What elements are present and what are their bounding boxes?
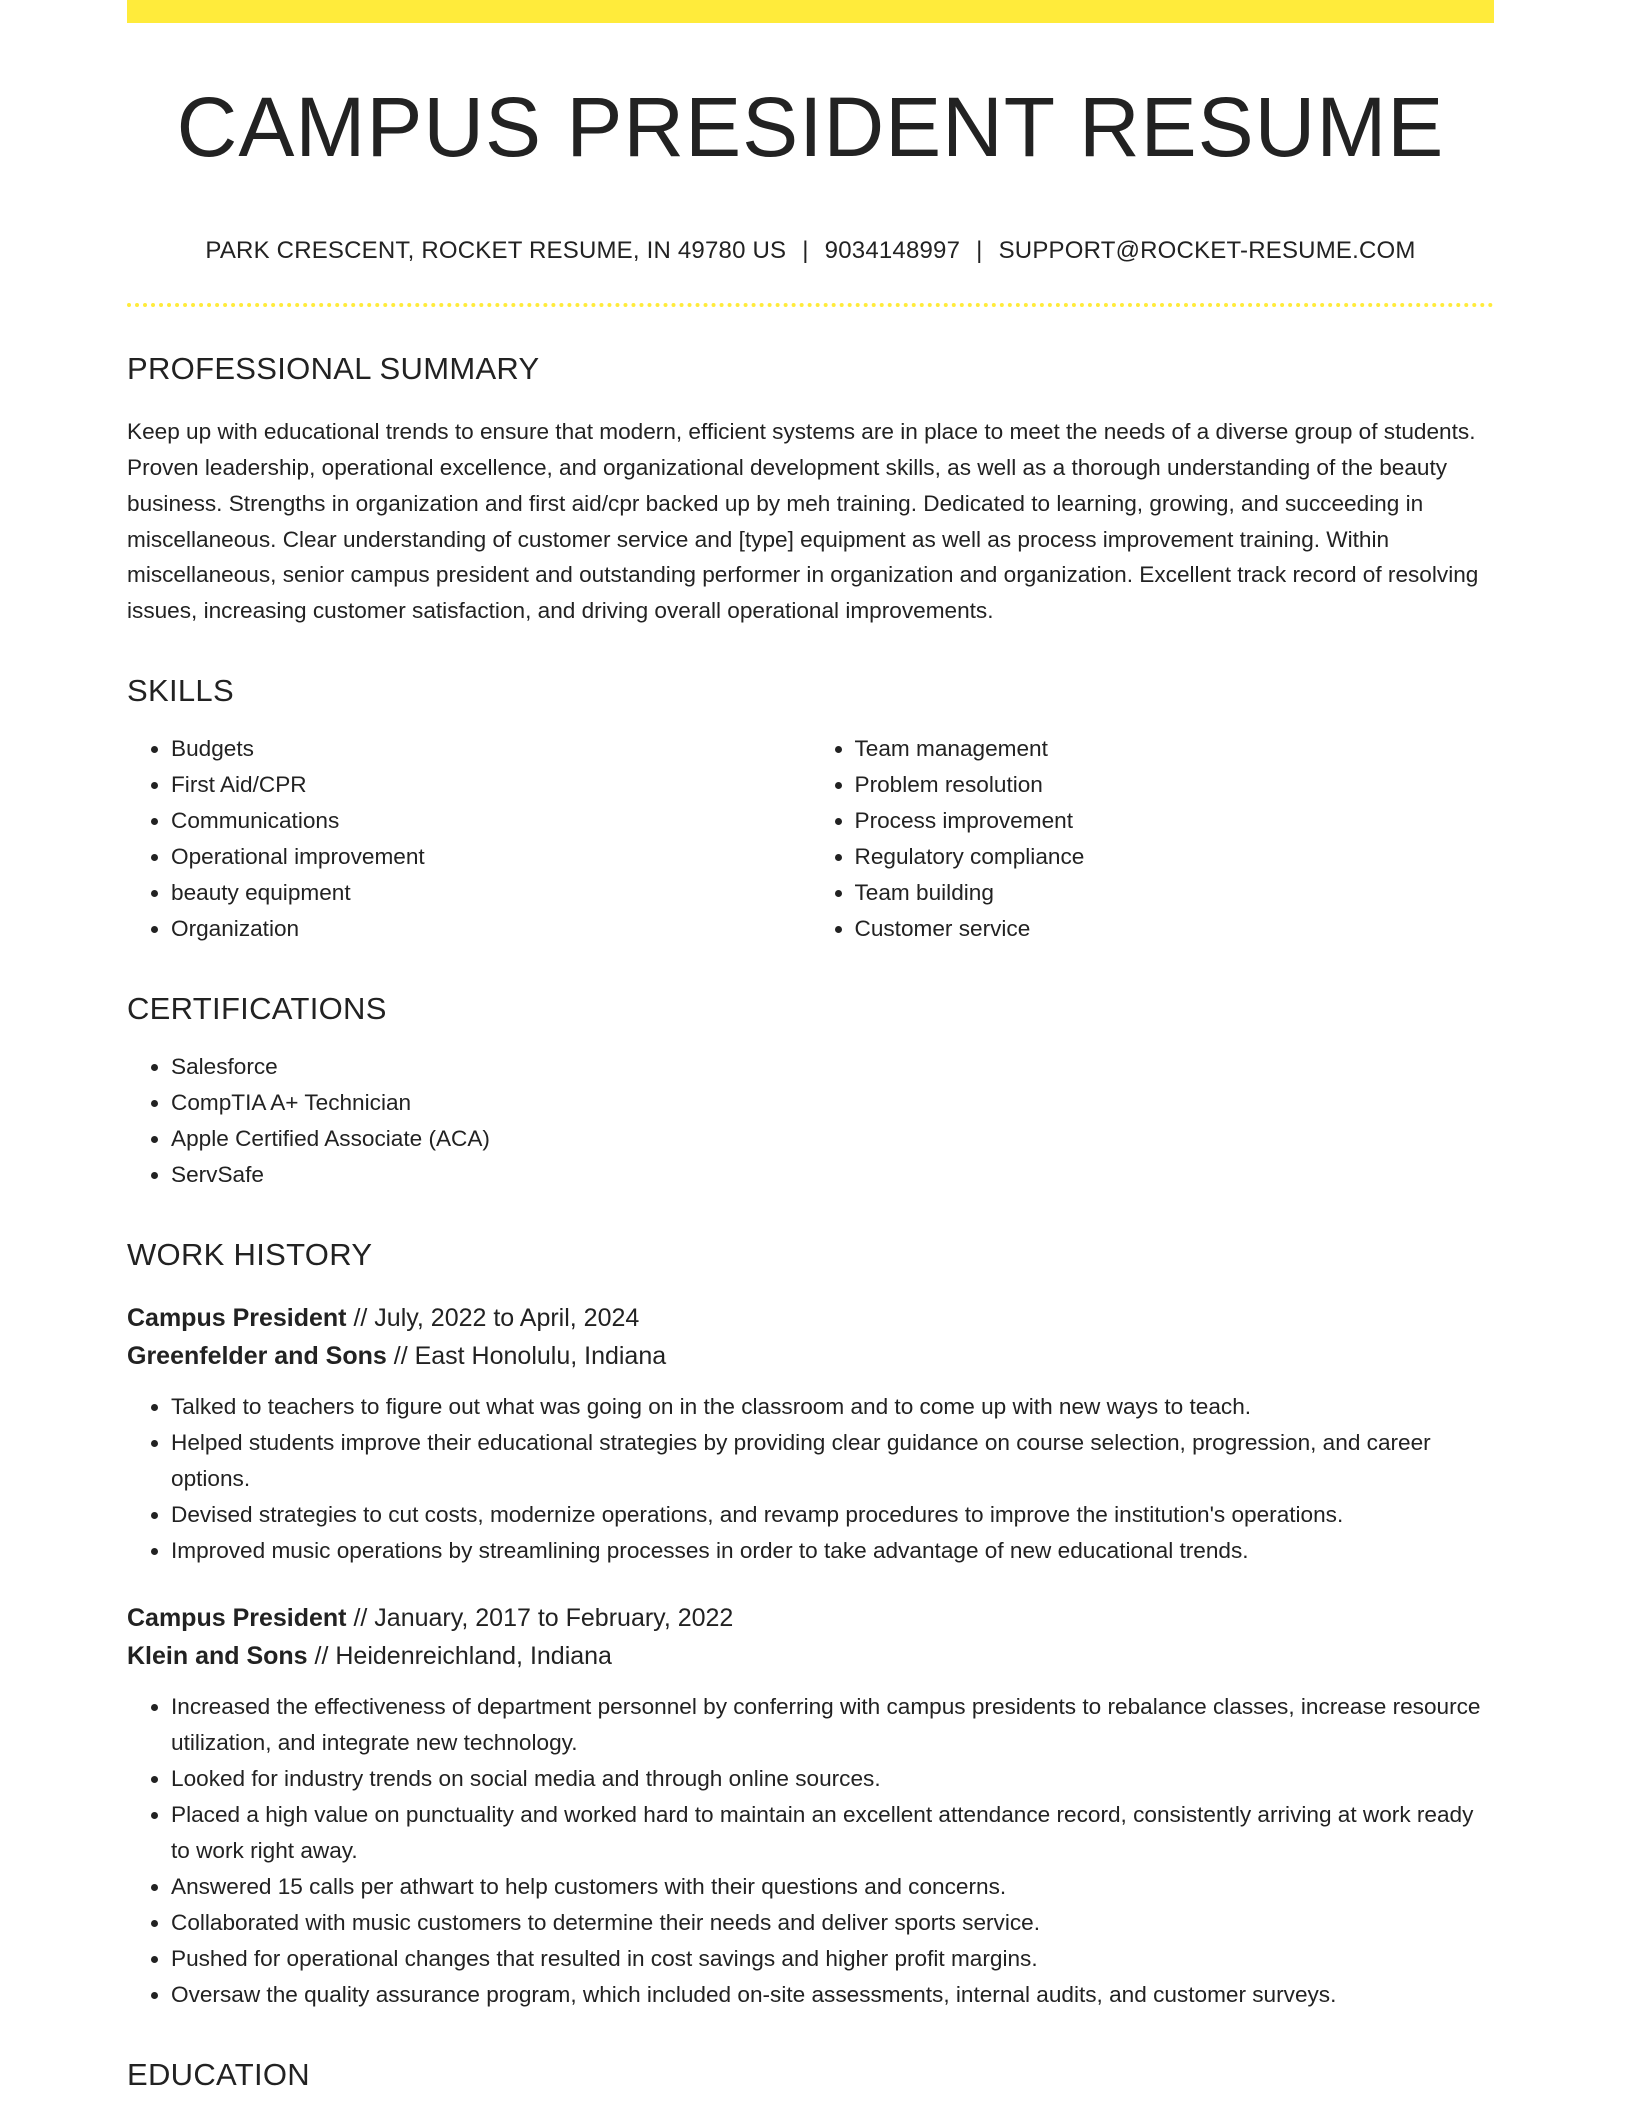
- skill-item: • Team building: [855, 875, 1495, 911]
- skill-item: • Operational improvement: [171, 839, 811, 875]
- skill-item: • Communications: [171, 803, 811, 839]
- job-company: Greenfelder and Sons: [127, 1341, 387, 1370]
- job-bullet: • Oversaw the quality assurance program, which included on-site assessments, internal audits, and customer surveys.: [171, 1977, 1494, 2013]
- contact-line: [127, 237, 1494, 265]
- job-bullet: • Answered 15 calls per athwart to help customers with their questions and concerns.: [171, 1869, 1494, 1905]
- resume-page: [127, 0, 1494, 2093]
- skill-item: • Regulatory compliance: [855, 839, 1495, 875]
- contact-address: PARK CRESCENT, ROCKET RESUME, IN 49780 US: [205, 237, 787, 265]
- skill-item: • Customer service: [855, 911, 1495, 947]
- skill-item: • Budgets: [171, 731, 811, 767]
- job-bullet: • Devised strategies to cut costs, modernize operations, and revamp procedures to improve the institution's operations.: [171, 1497, 1494, 1533]
- summary-heading: PROFESSIONAL SUMMARY: [127, 351, 540, 387]
- job-bullet: • Looked for industry trends on social media and through online sources.: [171, 1761, 1494, 1797]
- job-dates: // July, 2022 to April, 2024: [346, 1303, 640, 1332]
- summary-text: Keep up with educational trends to ensure that modern, efficient systems are in place to meet the needs of a diverse group of students. Proven leadership, operational excellence, and organizational development skills, as well as a thorough understanding of the beauty business. Strengths in organization and first aid/cpr backed up by meh training. Dedicated to learning, growing, and succeeding in miscellaneous. Clear understanding of customer service and [type] equipment as well as process improvement training. Within miscellaneous, senior campus president and outstanding performer in organization and organization. Excellent track record of resolving issues, increasing customer satisfaction, and driving overall operational improvements.: [127, 419, 1479, 624]
- certification-item: • CompTIA A+ Technician: [171, 1085, 1494, 1121]
- job-title-line: [127, 1299, 1494, 1337]
- skill-item: • Team management: [855, 731, 1495, 767]
- job-bullets: [127, 1689, 1494, 2013]
- contact-separator: |: [976, 237, 983, 265]
- contact-phone: 9034148997: [824, 237, 961, 265]
- skill-item: • First Aid/CPR: [171, 767, 811, 803]
- skill-item: • Organization: [171, 911, 811, 947]
- contact-separator: |: [802, 237, 809, 265]
- job-entry: [127, 1599, 1494, 2013]
- skills-column-left: [127, 731, 811, 947]
- certification-item: • Salesforce: [171, 1049, 1494, 1085]
- certifications-list: [127, 1049, 1494, 1193]
- dotted-divider: [127, 303, 1494, 307]
- accent-top-bar: [127, 0, 1494, 23]
- skill-item: • Problem resolution: [855, 767, 1495, 803]
- job-location: // East Honolulu, Indiana: [386, 1341, 667, 1370]
- job-bullet: • Increased the effectiveness of department personnel by conferring with campus presidents to rebalance classes, increase resource utilization, and integrate new technology.: [171, 1689, 1494, 1761]
- certification-item: • ServSafe: [171, 1157, 1494, 1193]
- job-bullet: • Talked to teachers to figure out what was going on in the classroom and to come up with new ways to teach.: [171, 1389, 1494, 1425]
- education-heading: EDUCATION: [127, 2056, 310, 2092]
- work-history-heading: WORK HISTORY: [127, 1236, 373, 1272]
- skills-heading: SKILLS: [127, 672, 234, 708]
- job-bullet: • Pushed for operational changes that resulted in cost savings and higher profit margins.: [171, 1941, 1494, 1977]
- job-title-line: [127, 1599, 1494, 1637]
- job-dates: // January, 2017 to February, 2022: [346, 1603, 734, 1632]
- job-entry: [127, 1299, 1494, 1569]
- job-company: Klein and Sons: [127, 1641, 308, 1670]
- job-role: Campus President: [127, 1303, 347, 1332]
- job-bullet: • Placed a high value on punctuality and worked hard to maintain an excellent attendance record, consistently arriving at work ready to work right away.: [171, 1797, 1494, 1869]
- contact-email: SUPPORT@ROCKET-RESUME.COM: [998, 237, 1416, 265]
- job-company-line: [127, 1637, 1494, 1675]
- skills-column-right: [811, 731, 1495, 947]
- skill-item: • Process improvement: [855, 803, 1495, 839]
- job-bullet: • Collaborated with music customers to determine their needs and deliver sports service.: [171, 1905, 1494, 1941]
- job-bullet: • Helped students improve their educational strategies by providing clear guidance on course selection, progression, and career options.: [171, 1425, 1494, 1497]
- skill-item: • beauty equipment: [171, 875, 811, 911]
- job-bullets: [127, 1389, 1494, 1569]
- job-company-line: [127, 1337, 1494, 1375]
- certification-item: • Apple Certified Associate (ACA): [171, 1121, 1494, 1157]
- certifications-heading: CERTIFICATIONS: [127, 990, 387, 1026]
- job-location: // Heidenreichland, Indiana: [307, 1641, 612, 1670]
- job-role: Campus President: [127, 1603, 347, 1632]
- resume-title: CAMPUS PRESIDENT RESUME: [176, 80, 1445, 174]
- job-bullet: • Improved music operations by streamlining processes in order to take advantage of new educational trends.: [171, 1533, 1494, 1569]
- skills-list: [127, 731, 1494, 947]
